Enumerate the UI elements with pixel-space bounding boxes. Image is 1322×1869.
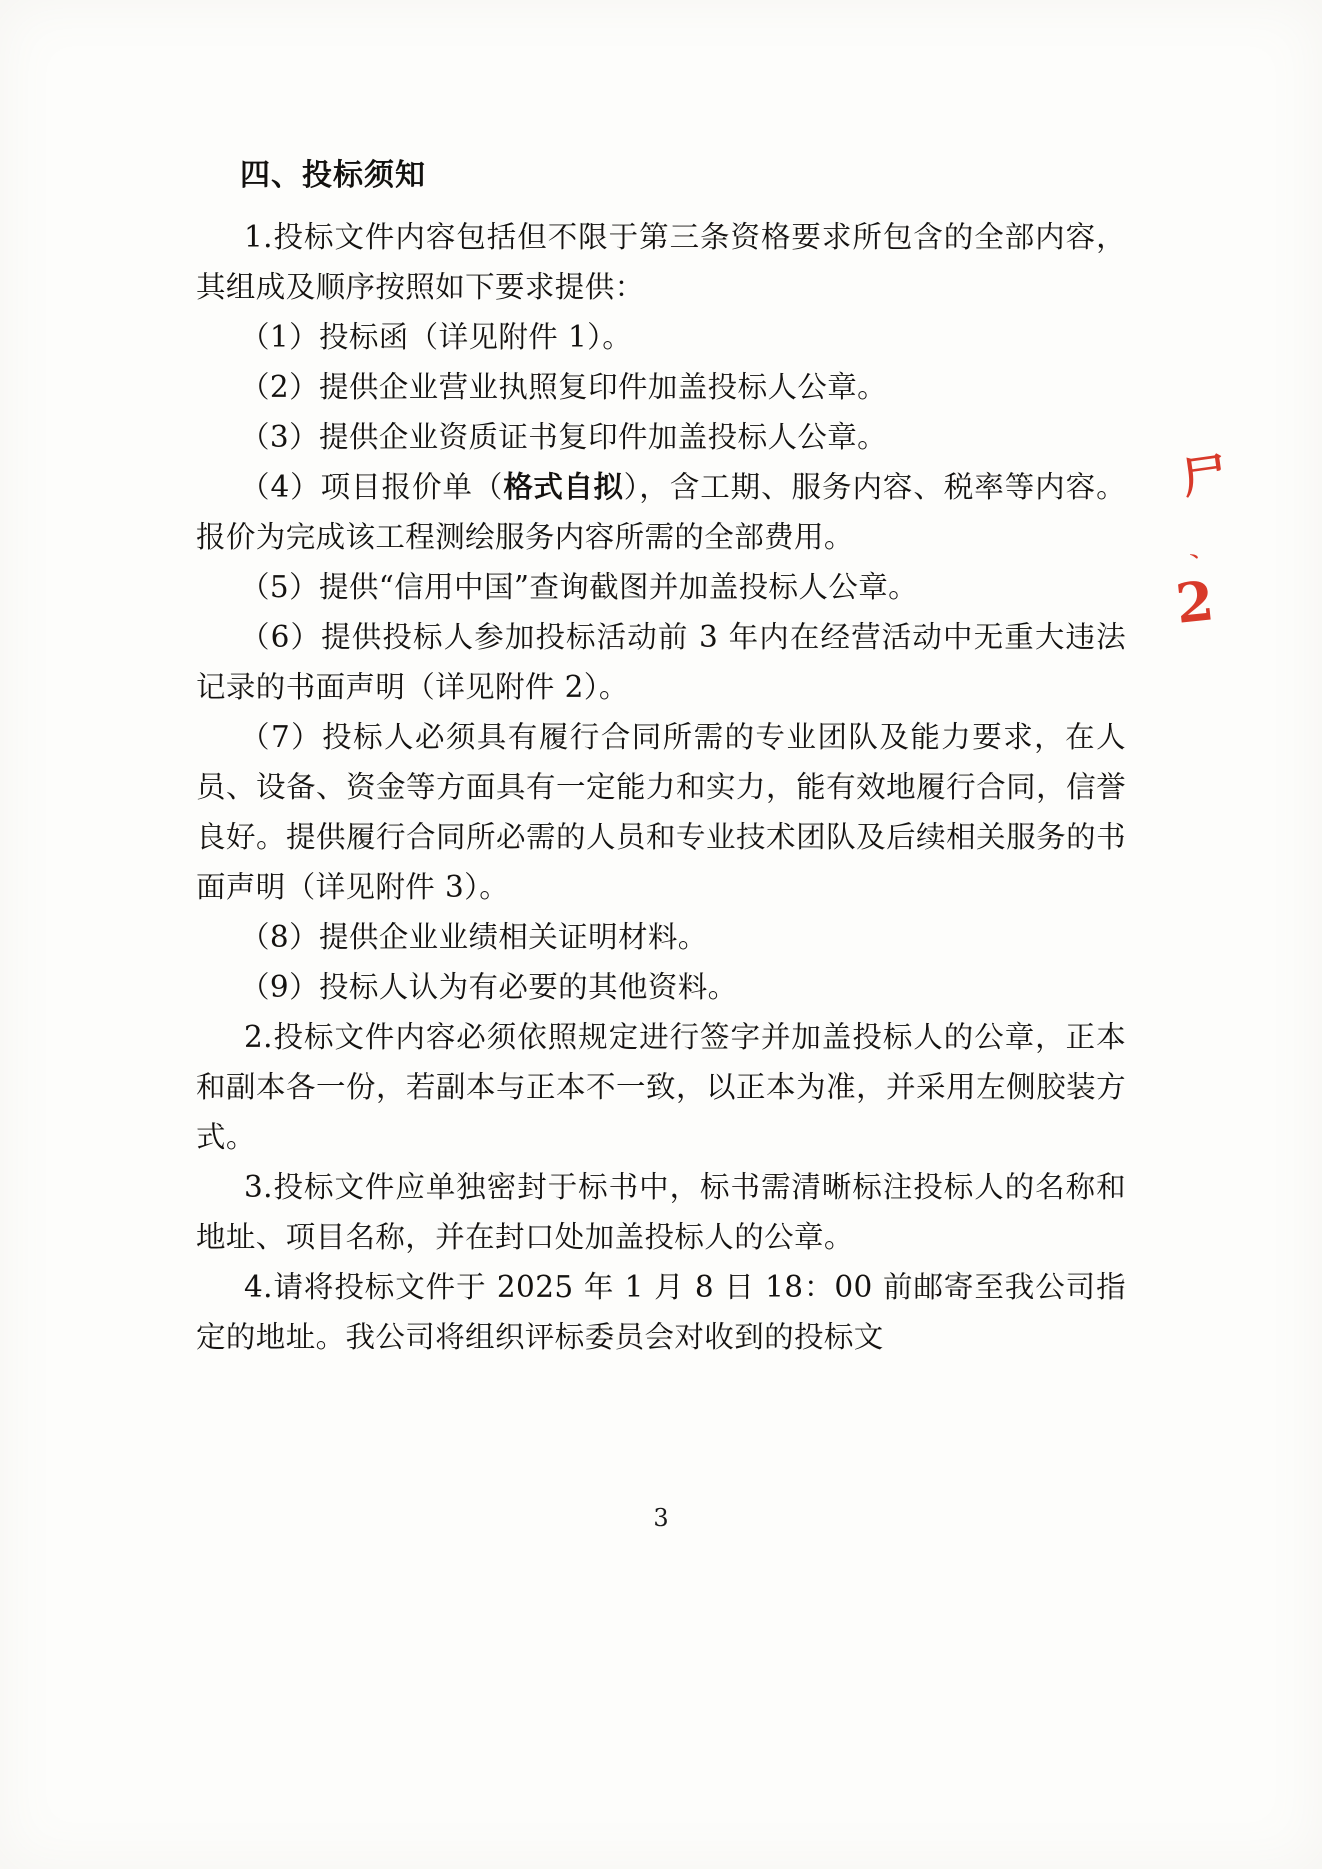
paragraph-1: 1.投标文件内容包括但不限于第三条资格要求所包含的全部内容，其组成及顺序按照如下要求提供：	[196, 220, 1126, 304]
annotation-mark-3: 2	[1172, 568, 1217, 636]
list-item-4-emphasis: 格式自拟	[503, 470, 624, 504]
section-heading: 四、投标须知	[240, 158, 426, 193]
page-number: 3	[653, 1504, 669, 1532]
list-item-4-after: ），含工期、服务内容、税率等内容。报价为完成该工程测绘服务内容所需的全部费用。	[196, 470, 1126, 554]
list-item-8: （8）提供企业业绩相关证明材料。	[240, 920, 708, 954]
list-item-2: （2）提供企业营业执照复印件加盖投标人公章。	[240, 370, 888, 404]
paragraph-2: 2.投标文件内容必须依照规定进行签字并加盖投标人的公章，正本和副本各一份，若副本与正本不一致，以正本为准，并采用左侧胶装方式。	[196, 1020, 1126, 1154]
paragraph-4: 4.请将投标文件于 2025 年 1 月 8 日 18：00 前邮寄至我公司指定的地址。我公司将组织评标委员会对收到的投标文	[196, 1270, 1126, 1354]
list-item-1: （1）投标函（详见附件 1）。	[240, 320, 633, 354]
annotation-mark-1: 尸	[1179, 448, 1230, 505]
list-item-3: （3）提供企业资质证书复印件加盖投标人公章。	[240, 420, 888, 454]
list-item-4	[196, 462, 1126, 562]
handwritten-annotations	[1168, 440, 1258, 670]
list-item-7: （7）投标人必须具有履行合同所需的专业团队及能力要求，在人员、设备、资金等方面具有一定能力和实力，能有效地履行合同，信誉良好。提供履行合同所必需的人员和专业技术团队及后续相关服务的书面声明（详见附件 3）。	[196, 720, 1126, 904]
document-body	[196, 150, 1126, 1362]
list-item-4-before: （4）项目报价单（	[240, 470, 504, 504]
list-item-5: （5）提供“信用中国”查询截图并加盖投标人公章。	[240, 570, 919, 604]
list-item-9: （9）投标人认为有必要的其他资料。	[240, 970, 738, 1004]
list-item-6: （6）提供投标人参加投标活动前 3 年内在经营活动中无重大违法记录的书面声明（详见附件 2）。	[196, 620, 1126, 704]
paragraph-3: 3.投标文件应单独密封于标书中，标书需清晰标注投标人的名称和地址、项目名称，并在封口处加盖投标人的公章。	[196, 1170, 1126, 1254]
annotation-mark-2: 、	[1182, 528, 1218, 566]
